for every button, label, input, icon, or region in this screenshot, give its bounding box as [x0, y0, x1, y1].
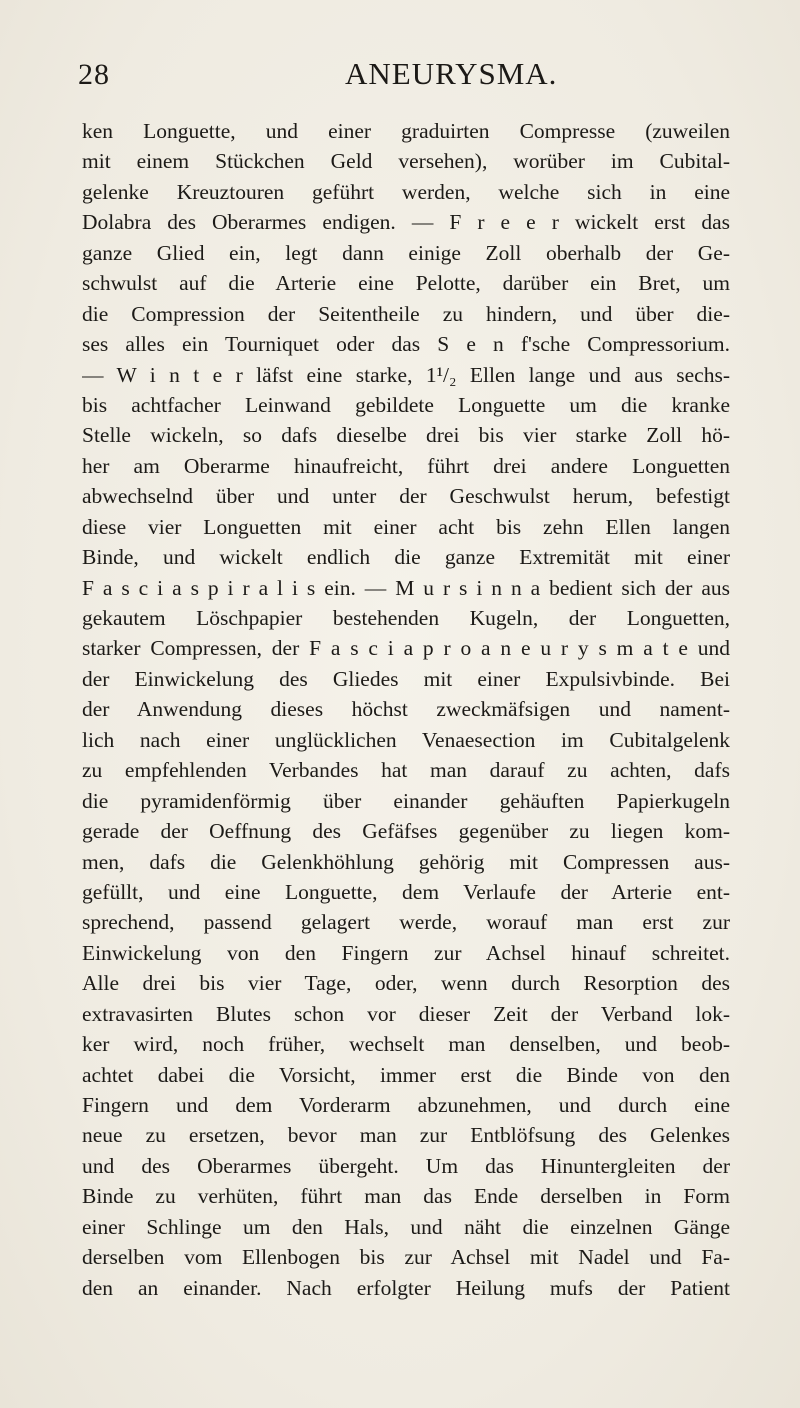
- text-line: ses alles ein Tourniquet oder das S e n f'sche Compressorium.: [82, 332, 730, 357]
- text-line: schwulst auf die Arterie eine Pelotte, darüber ein Bret, um: [82, 271, 730, 296]
- text-line: Binde, und wickelt endlich die ganze Extremität mit einer: [82, 545, 730, 570]
- text-line: der Anwendung dieses höchst zweckmäfsigen und nament-: [82, 697, 730, 722]
- text-line: die pyramidenförmig über einander gehäuften Papierkugeln: [82, 788, 730, 813]
- text-line: abwechselnd über und unter der Geschwulst herum, befestigt: [82, 484, 730, 509]
- text-line: F a s c i a s p i r a l i s ein. — M u r s i n n a bedient sich der aus: [82, 575, 730, 600]
- text-line: den an einander. Nach erfolgter Heilung mufs der Patient: [82, 1275, 730, 1300]
- text-line: Einwickelung von den Fingern zur Achsel hinauf schreitet.: [82, 940, 730, 965]
- text-line: gekautem Löschpapier bestehenden Kugeln, der Longuetten,: [82, 606, 730, 630]
- text-line: ken Longuette, und einer graduirten Compresse (zuweilen: [82, 119, 730, 143]
- text-line: einer Schlinge um den Hals, und näht die einzelnen Gänge: [82, 1214, 730, 1239]
- text-line: derselben vom Ellenbogen bis zur Achsel mit Nadel und Fa-: [82, 1245, 730, 1270]
- text-line: her am Oberarme hinaufreicht, führt drei andere Longuetten: [82, 453, 730, 478]
- text-line: achtet dabei die Vorsicht, immer erst die Binde von den: [82, 1062, 730, 1087]
- text-line: Dolabra des Oberarmes endigen. — F r e e r wickelt erst das: [82, 210, 730, 235]
- text-line: mit einem Stückchen Geld versehen), worüber im Cubital-: [82, 149, 730, 174]
- text-line: die Compression der Seitentheile zu hindern, und über die-: [82, 301, 730, 326]
- text-line: bis achtfacher Leinwand gebildete Longuette um die kranke: [82, 392, 730, 417]
- text-line: ganze Glied ein, legt dann einige Zoll oberhalb der Ge-: [82, 240, 730, 265]
- text-line: der Einwickelung des Gliedes mit einer Expulsivbinde. Bei: [82, 666, 730, 691]
- text-line: Fingern und dem Vorderarm abzunehmen, und durch eine: [82, 1093, 730, 1117]
- text-line: Binde zu verhüten, führt man das Ende derselben in Form: [82, 1184, 730, 1209]
- text-line: und des Oberarmes übergeht. Um das Hinuntergleiten der: [82, 1153, 730, 1178]
- text-line: starker Compressen, der F a s c i a p r o a n e u r y s m a t e und: [82, 636, 730, 661]
- text-line: neue zu ersetzen, bevor man zur Entblöfsung des Gelenkes: [82, 1123, 730, 1148]
- text-line: Alle drei bis vier Tage, oder, wenn durch Resorption des: [82, 971, 730, 996]
- text-line: sprechend, passend gelagert werde, worauf man erst zur: [82, 910, 730, 935]
- text-line: zu empfehlenden Verbandes hat man darauf zu achten, dafs: [82, 758, 730, 783]
- text-line: gerade der Oeffnung des Gefäfses gegenüber zu liegen kom-: [82, 819, 730, 844]
- text-line: — W i n t e r läfst eine starke, 1¹/₂ Ellen lange und aus sechs-: [82, 362, 730, 387]
- text-line: ker wird, noch früher, wechselt man denselben, und beob-: [82, 1032, 730, 1057]
- body-text: [82, 116, 730, 1303]
- page-number: 28: [78, 58, 110, 91]
- text-line: extravasirten Blutes schon vor dieser Zeit der Verband lok-: [82, 1001, 730, 1026]
- text-line: gelenke Kreuztouren geführt werden, welche sich in eine: [82, 179, 730, 204]
- running-head: ANEURYSMA.: [345, 56, 558, 91]
- text-line: men, dafs die Gelenkhöhlung gehörig mit Compressen aus-: [82, 849, 730, 874]
- text-line: lich nach einer unglücklichen Venaesection im Cubitalgelenk: [82, 727, 730, 752]
- text-line: diese vier Longuetten mit einer acht bis zehn Ellen langen: [82, 514, 730, 539]
- text-line: Stelle wickeln, so dafs dieselbe drei bis vier starke Zoll hö-: [82, 423, 730, 448]
- text-line: gefüllt, und eine Longuette, dem Verlaufe der Arterie ent-: [82, 879, 730, 904]
- page-header: [0, 54, 800, 94]
